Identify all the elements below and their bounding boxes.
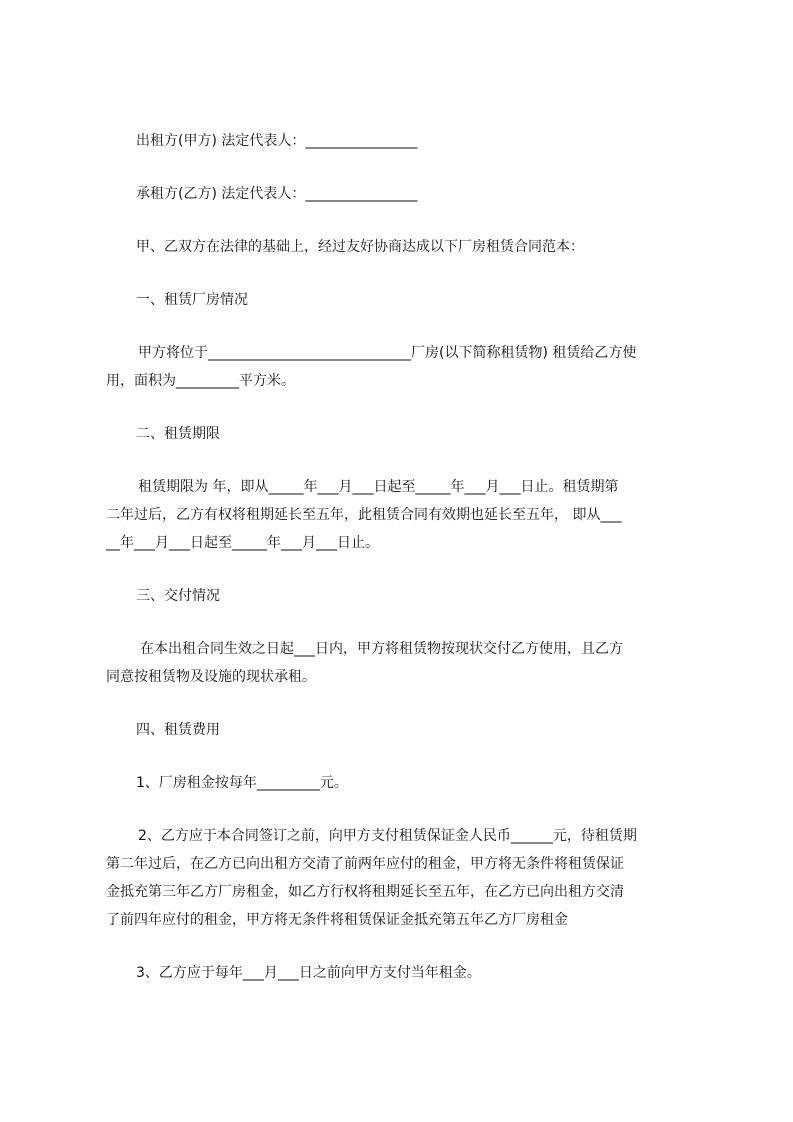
section-1-paragraph-line: 甲方将位于_____________________________厂房(以下简称租赁物) 租赁给乙方使: [138, 345, 637, 361]
rent-item-2-line: 了前四年应付的租金，甲方将无条件将租赁保证金抵充第五年乙方厂房租金: [106, 912, 568, 928]
section-2-heading: 二、租赁期限: [136, 426, 220, 442]
section-3-paragraph-line: 在本出租合同生效之日起___日内，甲方将租赁物按现状交付乙方使用，且乙方: [140, 641, 623, 657]
section-2-paragraph-line: 租赁期限为 年，即从_____年___月___日起至_____年___月___日止。租赁期第: [138, 479, 619, 495]
rent-item-1: 1、厂房租金按每年_________元。: [136, 775, 348, 791]
section-3-heading: 三、交付情况: [136, 588, 220, 604]
section-1-paragraph-line: 用，面积为_________平方米。: [106, 373, 295, 389]
party-a-line: 出租方(甲方) 法定代表人：________________: [136, 133, 418, 149]
rent-item-3: 3、乙方应于每年___月___日之前向甲方支付当年租金。: [136, 965, 481, 981]
section-3-paragraph-line: 同意按租赁物及设施的现状承租。: [106, 669, 316, 685]
rent-item-2-line: 金抵充第三年乙方厂房租金，如乙方行权将租期延长至五年，在乙方已向出租方交清: [106, 884, 624, 900]
rent-item-2-line: 第二年过后，在乙方已向出租方交清了前两年应付的租金，甲方将无条件将租赁保证: [106, 856, 624, 872]
section-2-paragraph-line: __年___月___日起至_____年___月___日止。: [106, 535, 379, 551]
section-1-heading: 一、租赁厂房情况: [136, 292, 248, 308]
intro-paragraph: 甲、乙双方在法律的基础上，经过友好协商达成以下厂房租赁合同范本：: [136, 239, 584, 255]
section-2-paragraph-line: 二年过后，乙方有权将租期延长至五年，此租赁合同有效期也延长至五年， 即从___: [106, 507, 622, 523]
party-b-line: 承租方(乙方) 法定代表人：________________: [136, 186, 418, 202]
section-4-heading: 四、租赁费用: [136, 722, 220, 738]
rent-item-2-line: 2、乙方应于本合同签订之前，向甲方支付租赁保证金人民币______元，待租赁期: [138, 828, 637, 844]
